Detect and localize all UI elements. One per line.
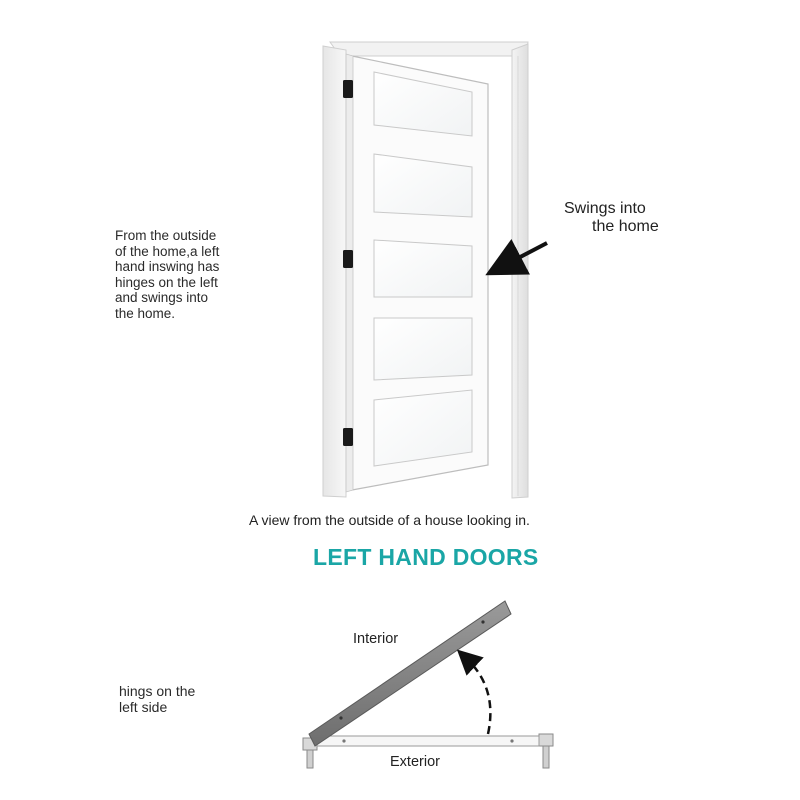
glass-pane-4: [374, 318, 472, 380]
interior-label: Interior: [353, 631, 399, 647]
description-note: From the outside of the home,a left hand inswing has hinges on the left and swings into the home.: [115, 228, 220, 321]
plan-closed-door: [317, 736, 539, 746]
plan-view: [303, 601, 553, 768]
hinge-side-note: hings on the left side: [119, 683, 196, 715]
door-leaf: [346, 54, 488, 492]
plan-open-door: [309, 601, 511, 746]
page-title: LEFT HAND DOORS: [313, 544, 539, 570]
view-caption: A view from the outside of a house looking in.: [249, 512, 530, 528]
exterior-label: Exterior: [390, 754, 440, 770]
glass-pane-3: [374, 240, 472, 297]
plan-swing-arc: [466, 658, 490, 734]
swings-label-line1: Swings into: [564, 200, 646, 217]
hinge-middle: [343, 250, 353, 268]
hinge-top: [343, 80, 353, 98]
glass-pane-5: [374, 390, 472, 466]
hinge-bottom: [343, 428, 353, 446]
swings-label-line2: the home: [592, 218, 659, 235]
